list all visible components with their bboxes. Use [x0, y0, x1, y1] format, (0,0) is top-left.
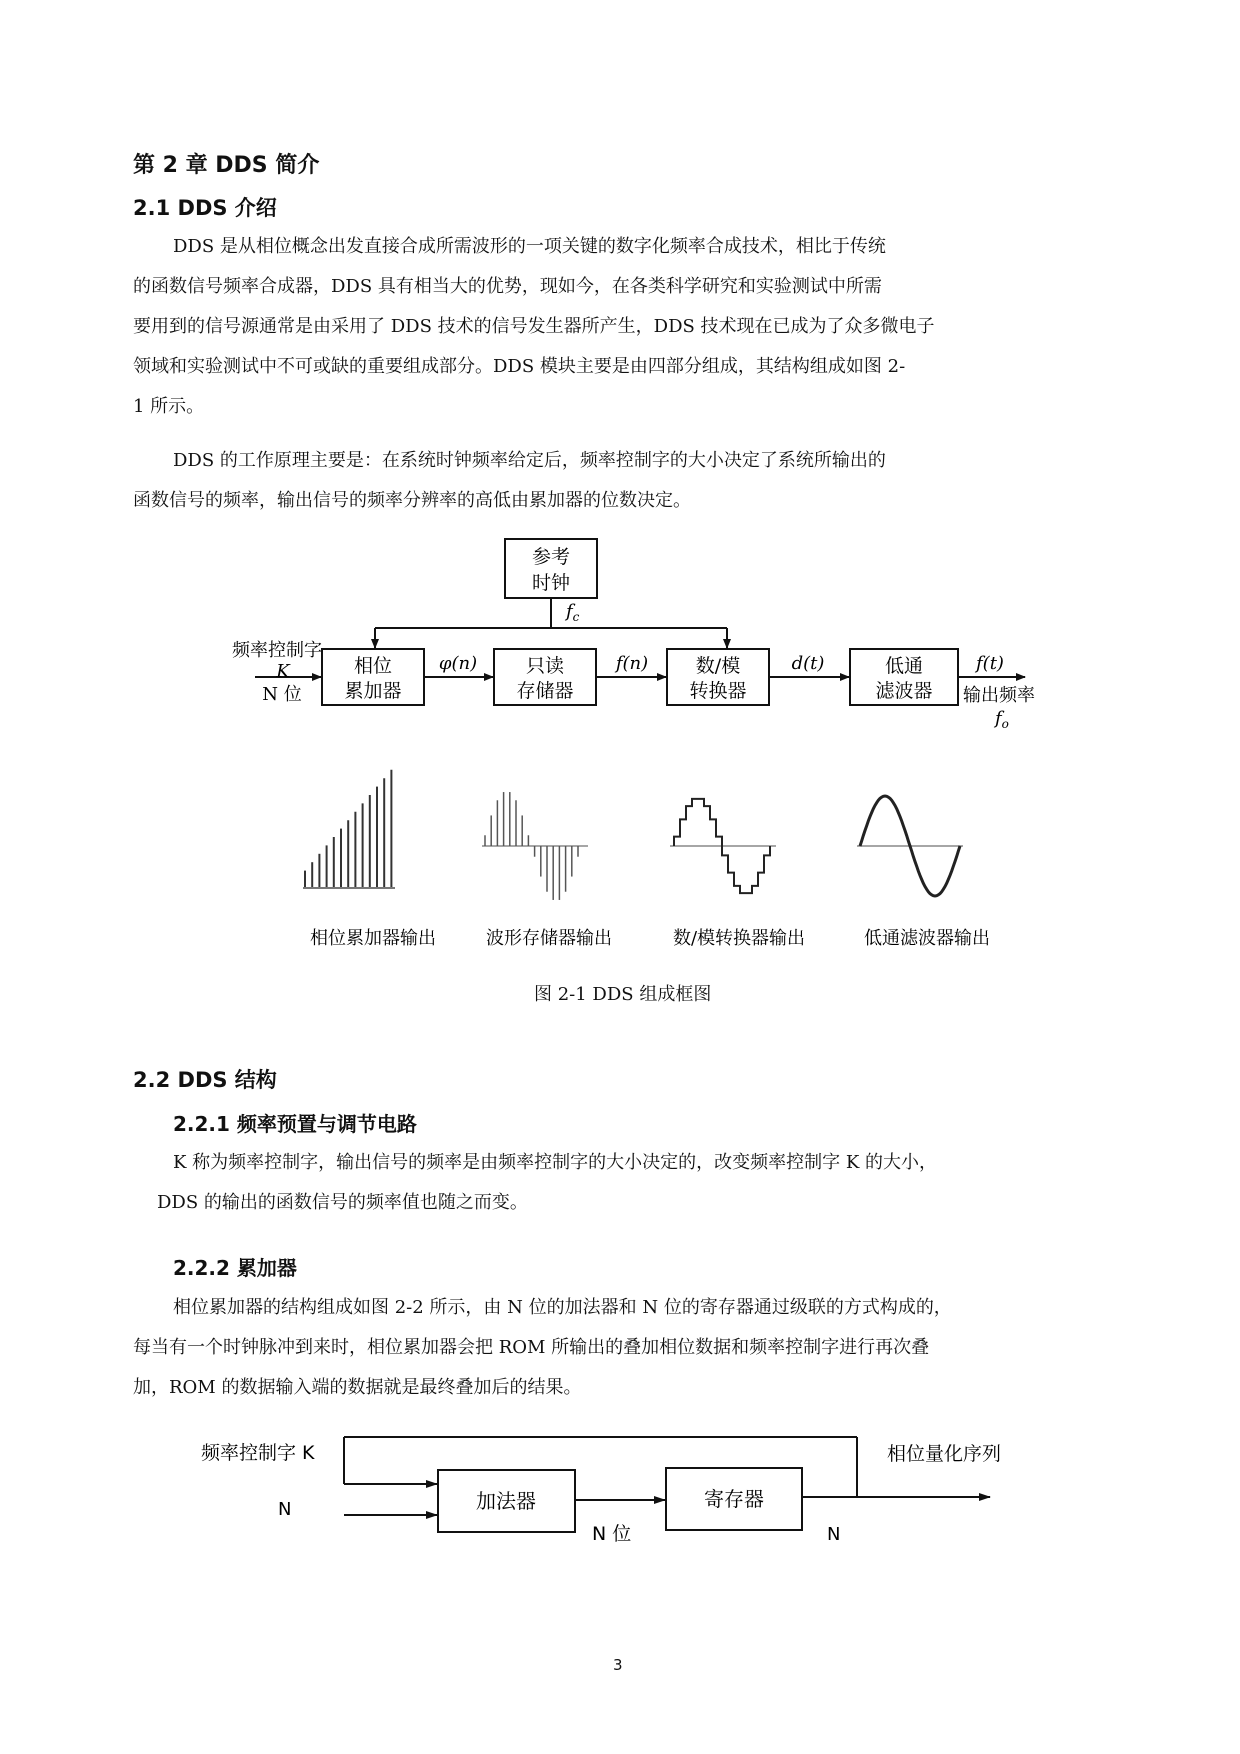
text-line: 相位累加器的结构组成如图 2-2 所示，由 N 位的加法器和 N 位的寄存器通过级联的方式构成的，: [173, 1297, 952, 1318]
n-input-label: N: [278, 1499, 292, 1520]
text-line: K 称为频率控制字，输出信号的频率是由频率控制字的大小决定的，改变频率控制字 K 的大小，: [173, 1152, 938, 1173]
block-1-line-1: 相位: [353, 655, 393, 677]
block-4-line-2: 滤波器: [875, 680, 933, 702]
block-2-line-1: 只读: [525, 655, 565, 677]
text-line: 要用到的信号源通常是由采用了 DDS 技术的信号发生器所产生，DDS 技术现在已成为了众多微电子: [133, 316, 935, 337]
n-output-label: N: [827, 1524, 841, 1545]
section-2-2-1-paragraph: [133, 1143, 1073, 1223]
page-number: 3: [613, 1656, 623, 1674]
n-bits-label: N 位: [262, 684, 302, 705]
ref-clock-label-1: 参考: [531, 546, 571, 568]
k-label: K: [276, 661, 290, 682]
waveform-label-3: 数/模转换器输出: [672, 928, 806, 949]
fc-label: $f_c$: [566, 601, 580, 624]
section-2-2-heading: 2.2 DDS 结构: [133, 1068, 277, 1092]
freq-word-k-label: 频率控制字 K: [201, 1442, 315, 1464]
signal-phi-n: φ(n): [438, 653, 478, 674]
block-3-line-2: 转换器: [689, 680, 747, 702]
dac-output-waveform: [670, 799, 776, 893]
phase-sequence-label: 相位量化序列: [887, 1443, 1002, 1465]
adder-label: 加法器: [476, 1489, 536, 1513]
freq-word-label: 频率控制字: [232, 640, 322, 661]
section-2-1-heading: 2.1 DDS 介绍: [133, 196, 277, 220]
block-3-line-1: 数/模: [695, 655, 741, 677]
register-label: 寄存器: [704, 1487, 764, 1511]
text-line: 的函数信号频率合成器，DDS 具有相当大的优势，现如今，在各类科学研究和实验测试中所需: [133, 276, 882, 297]
fo-label: $f_o$: [995, 708, 1009, 731]
waveform-label-4: 低通滤波器输出: [864, 928, 990, 949]
waveform-label-2: 波形存储器输出: [486, 928, 612, 949]
ref-clock-label-2: 时钟: [531, 572, 571, 594]
n-bits-label-2: N 位: [592, 1523, 632, 1545]
text-line: 加，ROM 的数据输入端的数据就是最终叠加后的结果。: [133, 1377, 582, 1398]
section-2-2-2-heading: 2.2.2 累加器: [173, 1256, 297, 1280]
section-2-2-2-paragraph: [133, 1288, 1073, 1408]
signal-d-t: d(t): [791, 653, 825, 674]
section-2-1-paragraph-2: [133, 441, 1073, 521]
section-2-2-1-heading: 2.2.1 频率预置与调节电路: [173, 1112, 417, 1136]
block-2-line-2: 存储器: [516, 680, 574, 702]
text-line: DDS 是从相位概念出发直接合成所需波形的一项关键的数字化频率合成技术，相比于传统: [173, 236, 886, 257]
text-line: DDS 的输出的函数信号的频率值也随之而变。: [157, 1192, 528, 1213]
dds-block-diagram: [0, 530, 1240, 949]
text-line: 每当有一个时钟脉冲到来时，相位累加器会把 ROM 所输出的叠加相位数据和频率控制字进行再次叠: [133, 1337, 930, 1358]
section-2-1-paragraph-1: [133, 227, 1073, 427]
text-line: 函数信号的频率，输出信号的频率分辨率的高低由累加器的位数决定。: [133, 490, 691, 511]
output-freq-label: 输出频率: [963, 685, 1035, 706]
chapter-title: 第 2 章 DDS 简介: [133, 153, 320, 178]
figure-2-1-caption: 图 2-1 DDS 组成框图: [534, 984, 712, 1005]
signal-f-t: f(t): [976, 653, 1004, 674]
signal-f-n: f(n): [615, 653, 649, 674]
lpf-output-waveform: [857, 796, 963, 896]
text-line: 1 所示。: [133, 396, 205, 417]
block-1-line-2: 累加器: [344, 680, 402, 702]
text-line: DDS 的工作原理主要是：在系统时钟频率给定后，频率控制字的大小决定了系统所输出的: [173, 450, 886, 471]
text-line: 领域和实验测试中不可或缺的重要组成部分。DDS 模块主要是由四部分组成，其结构组成如图 2-: [133, 356, 906, 377]
waveform-label-1: 相位累加器输出: [310, 928, 436, 949]
block-4-line-1: 低通: [884, 655, 924, 677]
accumulator-diagram: [0, 1420, 1240, 1560]
